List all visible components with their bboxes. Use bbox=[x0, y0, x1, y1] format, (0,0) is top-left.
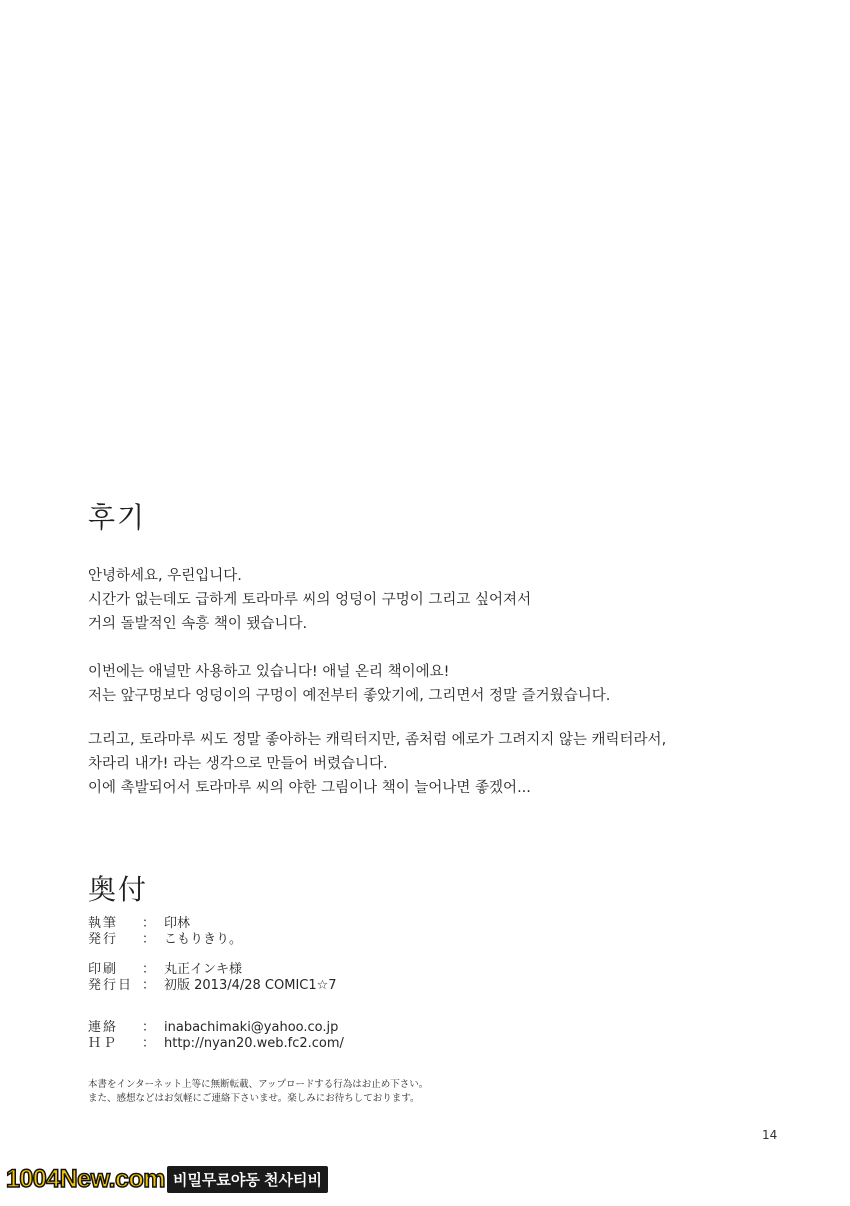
contact-email: inabachimaki@yahoo.co.jp bbox=[164, 1020, 339, 1035]
text-line: 그리고, 토라마루 씨도 정말 좋아하는 캐릭터지만, 좀처럼 에로가 그려지지 않는 캐릭터라서, bbox=[88, 732, 667, 748]
text-line: 거의 돌발적인 속흥 책이 됐습니다. bbox=[88, 616, 308, 632]
afterword-paragraph-2 bbox=[88, 660, 610, 708]
colophon-value: 印林 bbox=[164, 916, 191, 931]
colophon-key: 発行日 bbox=[88, 978, 134, 993]
notice-line: 本書をインターネット上等に無断転載、アップロードする行為はお止め下さい。 bbox=[88, 1079, 429, 1090]
colophon-heading: 奥付 bbox=[88, 873, 149, 906]
colophon-key: 執筆 bbox=[88, 916, 119, 931]
colophon-row-publisher bbox=[88, 932, 242, 947]
watermark-brand: 1004New.com bbox=[6, 1164, 165, 1193]
colophon-separator: ： bbox=[142, 1020, 156, 1035]
colophon-value: 初版 2013/4/28 COMIC1☆7 bbox=[164, 978, 337, 993]
colophon-key: 連絡 bbox=[88, 1020, 119, 1035]
colophon-separator: ： bbox=[142, 1036, 156, 1051]
colophon-row-homepage bbox=[88, 1036, 344, 1051]
colophon-key: 発行 bbox=[88, 932, 119, 947]
colophon-row-contact bbox=[88, 1020, 338, 1035]
colophon-row-issue-date bbox=[88, 978, 337, 993]
text-line: 차라리 내가! 라는 생각으로 만들어 버렸습니다. bbox=[88, 756, 388, 772]
afterword-paragraph-1 bbox=[88, 564, 531, 636]
site-watermark bbox=[6, 1164, 328, 1194]
homepage-url: http://nyan20.web.fc2.com/ bbox=[164, 1036, 344, 1051]
notice-line: また、感想などはお気軽にご連絡下さいませ。楽しみにお待ちしております。 bbox=[88, 1093, 420, 1104]
colophon-separator: ： bbox=[142, 978, 156, 993]
afterword-paragraph-3 bbox=[88, 728, 666, 800]
colophon-separator: ： bbox=[142, 932, 156, 947]
text-line: 시간가 없는데도 급하게 토라마루 씨의 엉덩이 구멍이 그리고 싶어져서 bbox=[88, 592, 532, 608]
colophon-separator: ： bbox=[142, 962, 156, 977]
page-number: 14 bbox=[762, 1128, 778, 1142]
watermark-tagline: 비밀무료야동 천사티비 bbox=[167, 1166, 328, 1193]
colophon-row-printer bbox=[88, 962, 242, 977]
colophon-key: 印刷 bbox=[88, 962, 119, 977]
afterword-heading: 후기 bbox=[88, 501, 147, 534]
colophon-row-author bbox=[88, 916, 190, 931]
colophon-value: こもりきり。 bbox=[164, 932, 243, 947]
text-line: 저는 앞구멍보다 엉덩이의 구멍이 예전부터 좋았기에, 그리면서 정말 즐거웠습니다. bbox=[88, 688, 611, 704]
text-line: 이에 촉발되어서 토라마루 씨의 야한 그림이나 책이 늘어나면 좋겠어... bbox=[88, 780, 531, 796]
text-line: 안녕하세요, 우린입니다. bbox=[88, 568, 242, 584]
colophon-value: 丸正インキ様 bbox=[164, 962, 243, 977]
colophon-key: ＨＰ bbox=[88, 1036, 119, 1051]
copyright-notice bbox=[88, 1078, 428, 1106]
text-line: 이번에는 애널만 사용하고 있습니다! 애널 온리 책이에요! bbox=[88, 664, 450, 680]
colophon-separator: ： bbox=[142, 916, 156, 931]
